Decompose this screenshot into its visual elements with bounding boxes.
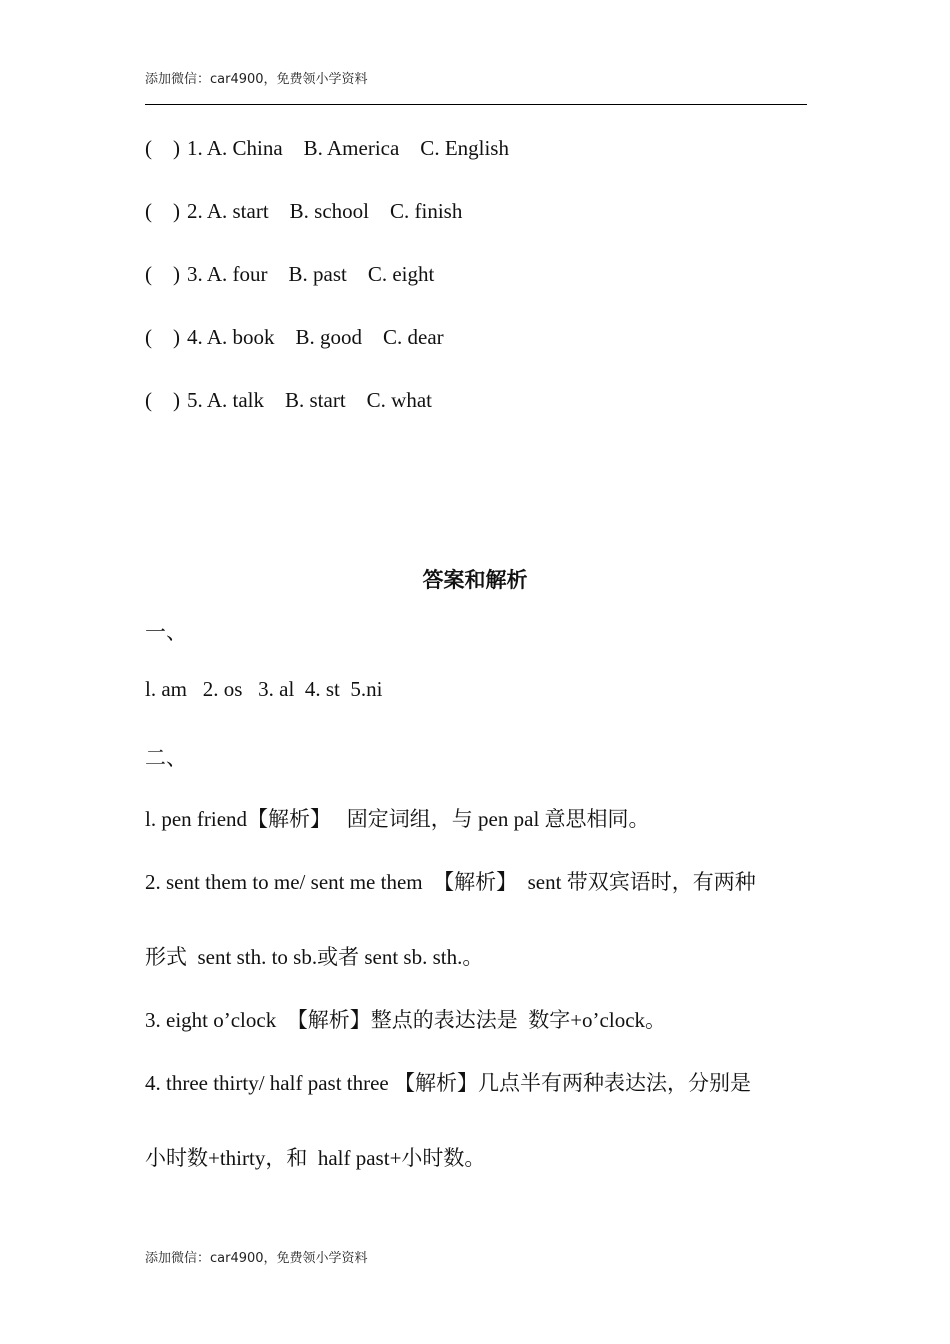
section2-heading: 二、 — [145, 746, 187, 770]
footer-note: 添加微信：car4900，免费领小学资料 — [145, 1251, 368, 1266]
answer-line-3: 3. eight o’clock 【解析】整点的表达法是 数字+o’clock。 — [145, 1008, 667, 1032]
answer-blank: ( ) — [145, 262, 180, 286]
question-4 — [145, 325, 444, 350]
question-text: 5. A. talk B. start C. what — [187, 388, 432, 412]
answer-blank: ( ) — [145, 388, 180, 412]
answer-blank: ( ) — [145, 325, 180, 349]
question-2 — [145, 199, 462, 224]
section1-heading: 一、 — [145, 620, 187, 644]
header-rule — [145, 104, 807, 105]
section1-answers: l. am 2. os 3. al 4. st 5.ni — [145, 677, 383, 701]
question-5 — [145, 388, 432, 413]
answer-line-4: 4. three thirty/ half past three 【解析】几点半有两种表达法，分别是 — [145, 1071, 751, 1095]
header-note: 添加微信：car4900，免费领小学资料 — [145, 72, 368, 87]
answer-line-1: l. pen friend【解析】 固定词组，与 pen pal 意思相同。 — [145, 807, 650, 831]
question-text: 3. A. four B. past C. eight — [187, 262, 435, 286]
question-text: 1. A. China B. America C. English — [187, 136, 509, 160]
answer-line-2: 2. sent them to me/ sent me them 【解析】 sent 带双宾语时，有两种 — [145, 870, 756, 894]
question-text: 4. A. book B. good C. dear — [187, 325, 444, 349]
question-3 — [145, 262, 434, 287]
question-text: 2. A. start B. school C. finish — [187, 199, 463, 223]
question-1 — [145, 136, 509, 161]
answer-blank: ( ) — [145, 199, 180, 223]
answer-blank: ( ) — [145, 136, 180, 160]
answer-line-4-cont: 小时数+thirty，和 half past+小时数。 — [145, 1146, 486, 1170]
answers-title: 答案和解析 — [422, 568, 528, 592]
answer-line-2-cont: 形式 sent sth. to sb.或者 sent sb. sth.。 — [145, 945, 484, 969]
